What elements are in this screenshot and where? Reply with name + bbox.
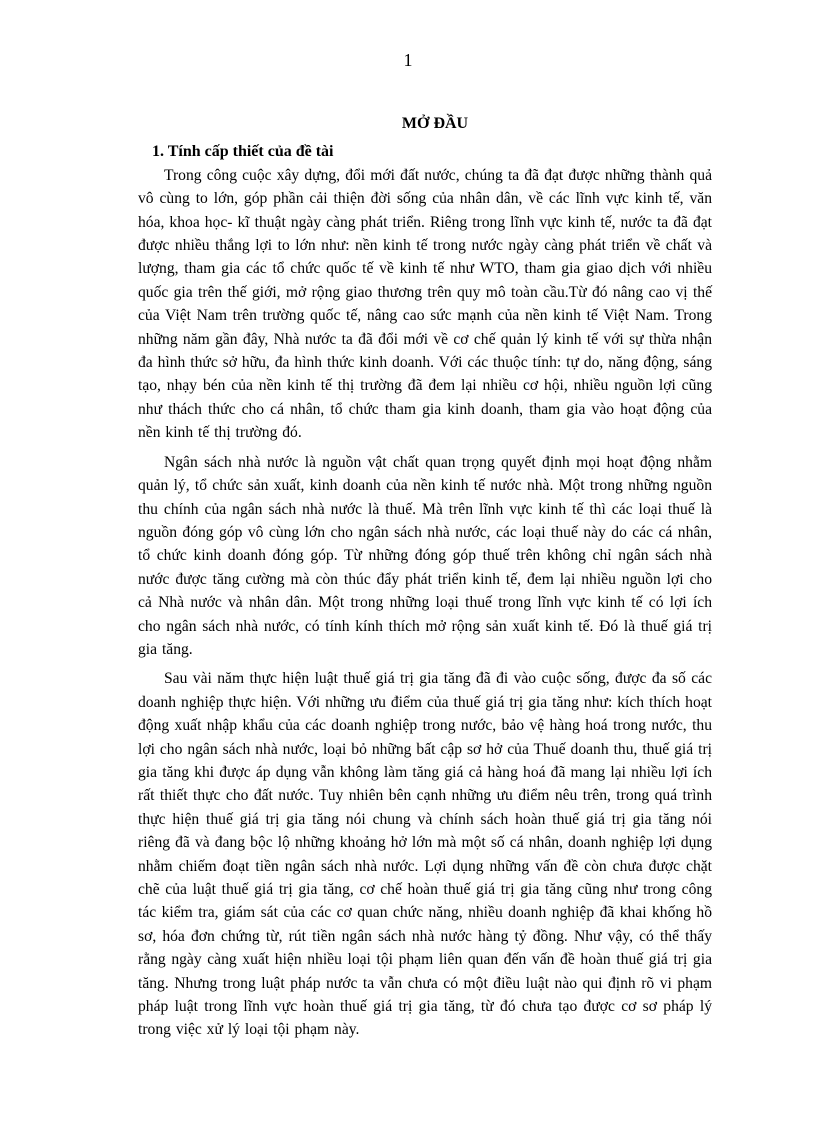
- paragraph-1: Trong công cuộc xây dựng, đổi mới đất nước, chúng ta đã đạt được những thành quả vô cùng to lớn, góp phần cải thiện đời sống của nhân dân, về các lĩnh vực kinh tế, văn hóa, khoa học- kĩ thuật ngày càng phát triển. Riêng trong lĩnh vực kinh tế, nước ta đã đạt được nhiều thắng lợi to lớn như: nền kinh tế trong nước ngày càng phát triển về chất và lượng, tham gia các tổ chức quốc tế về kinh tế như WTO, tham gia giao dịch với nhiều quốc gia trên thế giới, mở rộng giao thương trên quy mô toàn cầu.Từ đó nâng cao vị thế của Việt Nam trên trường quốc tế, nâng cao sức mạnh của nền kinh tế Việt Nam. Trong những năm gần đây, Nhà nước ta đã đổi mới về cơ chế quản lý kinh tế với sự thừa nhận đa hình thức sở hữu, đa hình thức kinh doanh. Với các thuộc tính: tự do, năng động, sáng tạo, nhạy bén của nền kinh tế thị trường đã đem lại nhiều cơ hội, nhiều nguồn lợi cũng như thách thức cho cá nhân, tổ chức tham gia kinh doanh, tham gia vào hoạt động của nền kinh tế thị trường đó.: [138, 166, 712, 442]
- paragraph-2: Ngân sách nhà nước là nguồn vật chất quan trọng quyết định mọi hoạt động nhằm quản lý, tổ chức sản xuất, kinh doanh của nền kinh tế nước nhà. Một trong những nguồn thu chính của ngân sách nhà nước là thuế. Mà trên lĩnh vực kinh tế thì các loại thuế là nguồn đóng góp vô cùng lớn cho ngân sách nhà nước, các loại thuế này do các cá nhân, tổ chức kinh doanh đóng góp. Từ những đóng góp thuế trên không chỉ ngân sách nhà nước được tăng cường mà còn thúc đẩy phát triển kinh tế, đem lại nhiều nguồn lợi cho cả Nhà nước và nhân dân. Một trong những loại thuế trong lĩnh vực kinh tế có lợi ích cho ngân sách nhà nước, có tính kính thích mở rộng sản xuất kinh tế. Đó là thuế giá trị gia tăng.: [138, 453, 712, 658]
- paragraph-3: Sau vài năm thực hiện luật thuế giá trị gia tăng đã đi vào cuộc sống, được đa số các doanh nghiệp thực hiện. Với những ưu điểm của thuế giá trị gia tăng như: kích thích hoạt động xuất nhập khẩu của các doanh nghiệp trong nước, bảo vệ hàng hoá trong nước, thu lợi cho ngân sách nhà nước, loại bỏ những bất cập sơ hở của Thuế doanh thu, thuế giá trị gia tăng khi được áp dụng vẫn không làm tăng giá cả hàng hoá đã mang lại nhiều lợi ích rất thiết thực cho đất nước. Tuy nhiên bên cạnh những ưu điểm nêu trên, trong quá trình thực hiện thuế giá trị gia tăng nói chung và chính sách hoàn thuế giá trị gia tăng nói riêng đã và đang bộc lộ những khoảng hở lớn mà một số cá nhân, doanh nghiệp lợi dụng nhằm chiếm đoạt tiền ngân sách nhà nước. Lợi dụng những vấn đề còn chưa được chặt chẽ của luật thuế giá trị gia tăng, cơ chế hoàn thuế giá trị gia tăng cũng như trong công tác kiểm tra, giám sát của các cơ quan chức năng, nhiều doanh nghiệp đã khai khống hồ sơ, hóa đơn chứng từ, rút tiền ngân sách nhà nước hàng tỷ đồng. Như vậy, có thể thấy rằng ngày càng xuất hiện nhiều loại tội phạm liên quan đến vấn đề hoàn thuế giá trị gia tăng. Nhưng trong luật pháp nước ta vẫn chưa có một điều luật nào qui định rõ vi phạm pháp luật trong lĩnh vực hoàn thuế giá trị gia tăng, từ đó chưa tạo được cơ sơ pháp lý trong việc xử lý loại tội phạm này.: [138, 670, 712, 1039]
- page-number: 1: [403, 50, 413, 70]
- chapter-title: MỞ ĐẦU: [401, 115, 469, 132]
- section-title: 1. Tính cấp thiết của đề tài: [152, 143, 334, 161]
- document-body: [138, 112, 712, 1048]
